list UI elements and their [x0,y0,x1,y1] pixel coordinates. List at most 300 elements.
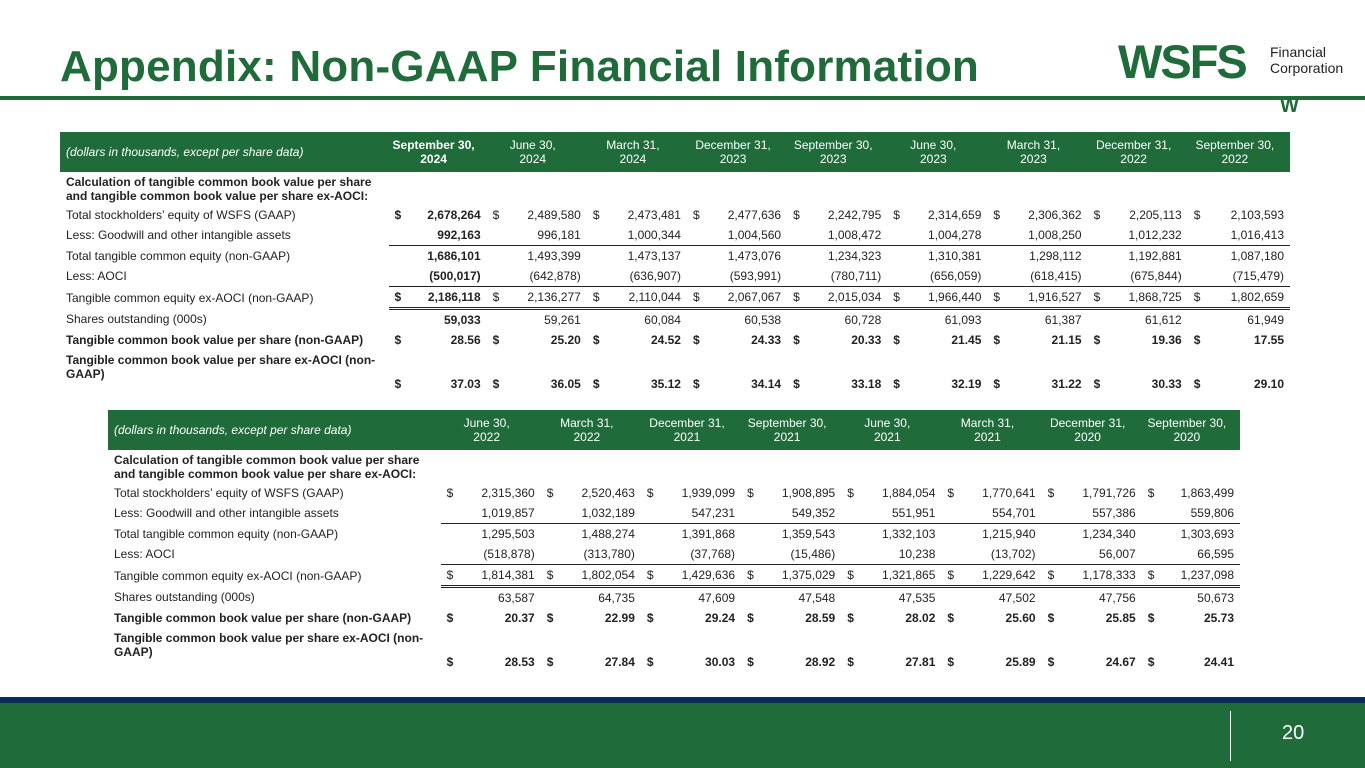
currency-symbol: $ [1047,655,1055,669]
currency-symbol [1042,503,1064,524]
currency-symbol [389,266,411,287]
table-cell: 30.03 [705,655,736,669]
column-header: June 30, 2023 [887,132,987,172]
currency-symbol [941,544,963,565]
currency-symbol [887,266,909,287]
currency-symbol [641,587,663,609]
table-cell: 27.84 [604,655,635,669]
table-cell: 992,163 [411,225,487,246]
table-cell: 1,686,101 [427,249,481,263]
table-row [60,330,1290,350]
logo-w: W [1280,95,1299,117]
currency-symbol [1042,587,1064,609]
currency-symbol: $ [1147,655,1155,669]
table-cell: (593,991) [709,266,787,287]
table-cell: 1,008,472 [809,225,887,246]
column-header: September 30, 2023 [787,132,887,172]
table-row [60,266,1290,287]
currency-symbol [1088,225,1110,246]
currency-symbol [541,524,563,545]
table-cell: 1,473,137 [627,249,681,263]
table-row [108,587,1240,609]
table-cell: 1,916,527 [1009,287,1087,309]
table-cell: 1,908,895 [781,486,836,500]
currency-symbol [389,309,411,331]
currency-symbol: $ [893,208,900,222]
currency-symbol [1088,309,1110,331]
column-header: June 30, 2021 [841,410,941,450]
row-label: Tangible common book value per share ex-AOCI (non- GAAP) [114,631,424,659]
column-header: September 30, 2020 [1142,410,1240,450]
table-cell: 2,315,360 [481,486,535,500]
currency-symbol: $ [546,486,554,500]
row-label: Tangible common book value per share (non-GAAP) [114,611,412,625]
currency-symbol: $ [646,611,654,625]
currency-symbol: $ [993,208,1001,222]
table-cell: 24.41 [1203,655,1234,669]
table-cell: 10,238 [863,544,941,565]
currency-symbol [587,266,609,287]
table-cell: 1,229,642 [963,565,1041,587]
currency-symbol: $ [793,377,800,391]
table-cell: (37,768) [663,544,741,565]
currency-symbol [741,524,763,545]
currency-symbol: $ [841,565,863,587]
table-cell: 25.73 [1203,611,1234,625]
currency-symbol [1042,544,1064,565]
table-cell: 1,863,499 [1180,486,1234,500]
currency-symbol: $ [1142,565,1164,587]
row-label: Less: Goodwill and other intangible assets [66,228,291,243]
currency-symbol: $ [1147,611,1155,625]
currency-symbol: $ [692,377,700,391]
table-cell: 34.14 [751,377,782,391]
currency-symbol: $ [787,287,809,309]
currency-symbol [389,225,411,246]
currency-symbol [1142,524,1164,545]
currency-symbol: $ [1193,208,1201,222]
table-cell: 29.10 [1253,377,1284,391]
table-row [108,524,1240,545]
table-row [108,544,1240,565]
table-cell: 996,181 [509,225,587,246]
table-cell: 2,678,264 [427,208,481,222]
table-cell: 1,000,344 [609,225,687,246]
table-cell: 29.24 [705,611,736,625]
table-cell: 1,310,381 [928,249,982,263]
table-row [108,483,1240,503]
table-cell: (313,780) [563,544,641,565]
table-cell: 25.85 [1105,611,1136,625]
table-cell: 547,231 [663,503,741,524]
table-cell: 1,298,112 [1029,249,1082,263]
table-cell: 19.36 [1151,333,1182,347]
wsfs-logo [1118,35,1344,118]
section-label-row [108,450,1240,483]
column-header: September 30, 2021 [741,410,841,450]
table-cell: 61,949 [1247,313,1284,327]
units-note: (dollars in thousands, except per share data) [60,132,389,172]
table-cell: 60,538 [744,313,782,327]
table-cell: 35.12 [650,377,681,391]
currency-symbol [487,225,509,246]
table-cell: 63,587 [498,591,535,605]
column-header: December 31, 2020 [1042,410,1142,450]
table-cell: 28.56 [450,333,481,347]
column-header: March 31, 2021 [941,410,1041,450]
currency-symbol: $ [487,287,509,309]
table-cell: 1,488,274 [581,527,635,541]
table-cell: (618,415) [1009,266,1087,287]
table-row [60,309,1290,331]
table-cell: 21.45 [951,333,982,347]
column-header: June 30, 2022 [441,410,541,450]
table-cell: 59,033 [443,313,481,327]
currency-symbol [987,246,1009,267]
table-cell: 1,234,323 [827,249,882,263]
currency-symbol: $ [947,655,955,669]
table-row [60,225,1290,246]
currency-symbol [987,266,1009,287]
table-cell: 549,352 [763,503,841,524]
units-note: (dollars in thousands, except per share data) [108,410,441,450]
table-cell: 1,004,560 [709,225,787,246]
row-label: Less: AOCI [114,547,175,562]
table-cell: 24.33 [751,333,782,347]
table-cell: 1,884,054 [882,486,936,500]
table-cell: 1,215,940 [982,527,1036,541]
table-cell: 1,087,180 [1230,249,1284,263]
table-cell: 2,067,067 [709,287,787,309]
table-cell: (715,479) [1210,266,1290,287]
currency-symbol [787,309,809,331]
currency-symbol: $ [893,333,900,347]
table-cell: 1,473,076 [727,249,782,263]
currency-symbol [1142,544,1164,565]
row-label: Shares outstanding (000s) [66,312,207,327]
table-cell: 2,473,481 [627,208,681,222]
table-cell: 554,701 [963,503,1041,524]
table-row [108,608,1240,628]
column-header: June 30, 2024 [487,132,587,172]
table-cell: 1,429,636 [663,565,741,587]
table-cell: 33.18 [851,377,882,391]
currency-symbol: $ [793,208,800,222]
currency-symbol: $ [747,611,754,625]
table-cell: 1,032,189 [563,503,641,524]
column-header: March 31, 2024 [587,132,687,172]
row-label: Tangible common equity ex-AOCI (non-GAAP) [114,568,362,583]
table-cell: 1,234,340 [1082,527,1136,541]
table-cell: 1,012,232 [1110,225,1188,246]
table-row [60,287,1290,309]
currency-symbol: $ [587,287,609,309]
table-cell: 31.22 [1051,377,1082,391]
currency-symbol [1142,587,1164,609]
currency-symbol [987,309,1009,331]
currency-symbol [1188,309,1210,331]
currency-symbol: $ [692,208,700,222]
table-cell: 24.52 [650,333,681,347]
currency-symbol: $ [893,377,900,391]
table-cell: 1,802,054 [563,565,641,587]
table-cell: 1,321,865 [863,565,941,587]
section-label: Calculation of tangible common book value per share and tangible common book value per share ex-AOCI: [66,174,372,203]
table-row [108,565,1240,587]
table-cell: 50,673 [1197,591,1234,605]
currency-symbol [1088,266,1110,287]
currency-symbol [487,309,509,331]
row-label: Shares outstanding (000s) [114,590,255,605]
currency-symbol [541,544,563,565]
currency-symbol [987,225,1009,246]
currency-symbol [1188,266,1210,287]
currency-symbol [841,503,863,524]
currency-symbol: $ [546,611,554,625]
table-cell: 1,237,098 [1164,565,1240,587]
table-cell: 1,939,099 [681,486,736,500]
currency-symbol: $ [592,333,600,347]
currency-symbol: $ [389,287,411,309]
table-cell: 47,756 [1099,591,1136,605]
currency-symbol [887,309,909,331]
currency-symbol: $ [1193,333,1201,347]
table-cell: 60,728 [844,313,882,327]
currency-symbol [1042,524,1064,545]
currency-symbol: $ [1088,287,1110,309]
currency-symbol [587,225,609,246]
table-cell: 2,103,593 [1230,208,1284,222]
currency-symbol: $ [747,655,754,669]
currency-symbol: $ [741,565,763,587]
table-cell: 60,084 [644,313,681,327]
currency-symbol: $ [492,208,500,222]
currency-symbol: $ [646,655,654,669]
table-cell: 1,770,641 [982,486,1036,500]
row-label: Tangible common equity ex-AOCI (non-GAAP) [66,290,314,305]
currency-symbol: $ [947,486,955,500]
currency-symbol: $ [987,287,1009,309]
currency-symbol: $ [646,486,654,500]
currency-symbol [687,309,709,331]
currency-symbol: $ [1093,377,1101,391]
table-cell: 559,806 [1164,503,1240,524]
table-cell: 1,019,857 [463,503,541,524]
logo-mark: WSFS [1118,35,1246,88]
currency-symbol: $ [394,333,402,347]
row-label: Less: AOCI [66,269,127,284]
currency-symbol [941,503,963,524]
table-cell: 28.59 [805,611,836,625]
table-cell: 2,314,659 [928,208,982,222]
currency-symbol [1188,225,1210,246]
table-cell: 1,295,503 [481,527,535,541]
table-cell: 30.33 [1151,377,1182,391]
table-row [60,205,1290,225]
currency-symbol: $ [947,611,955,625]
table-cell: 1,359,543 [781,527,836,541]
table-cell: 61,612 [1145,313,1182,327]
table-cell: 2,186,118 [411,287,487,309]
table-cell: 21.15 [1051,333,1082,347]
currency-symbol: $ [446,486,454,500]
currency-symbol: $ [1047,611,1055,625]
currency-symbol [887,246,909,267]
currency-symbol [441,587,463,609]
table-cell: 2,015,034 [809,287,887,309]
table-cell: 37.03 [450,377,481,391]
table-cell: 47,502 [998,591,1036,605]
table-cell: 2,477,636 [727,208,782,222]
table-cell: 27.81 [905,655,936,669]
currency-symbol: $ [1047,486,1055,500]
section-label: Calculation of tangible common book value per share and tangible common book value per share ex-AOCI: [114,452,420,481]
currency-symbol [941,587,963,609]
page-title: Appendix: Non-GAAP Financial Information [60,42,979,91]
table-cell: 551,951 [863,503,941,524]
table-cell: 24.67 [1105,655,1136,669]
table-cell: 1,332,103 [882,527,936,541]
currency-symbol: $ [492,333,500,347]
table-cell: 557,386 [1064,503,1142,524]
currency-symbol: $ [592,377,600,391]
table-cell: 1,303,693 [1180,527,1234,541]
section-label-row [60,172,1290,205]
currency-symbol: $ [687,287,709,309]
currency-symbol [841,524,863,545]
table-cell: 61,387 [1044,313,1082,327]
table-cell: 1,814,381 [463,565,541,587]
row-label: Tangible common book value per share (non-GAAP) [66,333,364,347]
currency-symbol [887,225,909,246]
table-row [108,503,1240,524]
row-label: Tangible common book value per share ex-AOCI (non- GAAP) [66,353,376,381]
currency-symbol: $ [394,377,402,391]
currency-symbol: $ [793,333,800,347]
table-cell: (13,702) [963,544,1041,565]
table-cell: 20.33 [851,333,882,347]
table-cell: 32.19 [951,377,982,391]
currency-symbol: $ [747,486,754,500]
currency-symbol: $ [993,333,1001,347]
currency-symbol [841,587,863,609]
currency-symbol [687,225,709,246]
currency-symbol [541,503,563,524]
currency-symbol [441,503,463,524]
currency-symbol [441,524,463,545]
table-header [60,132,1290,172]
table-cell: (675,844) [1110,266,1188,287]
table-cell: 1,375,029 [763,565,841,587]
currency-symbol: $ [492,377,500,391]
currency-symbol [1088,246,1110,267]
table-cell: 1,868,725 [1110,287,1188,309]
currency-symbol [787,246,809,267]
currency-symbol [741,587,763,609]
currency-symbol [487,266,509,287]
table-cell: 1,493,399 [527,249,581,263]
currency-symbol: $ [446,655,454,669]
currency-symbol: $ [641,565,663,587]
table-cell: 1,016,413 [1210,225,1290,246]
table-cell: 36.05 [550,377,581,391]
currency-symbol [841,544,863,565]
column-header: December 31, 2022 [1088,132,1188,172]
table-cell: 1,791,726 [1082,486,1136,500]
currency-symbol: $ [1093,333,1101,347]
table-cell: (636,907) [609,266,687,287]
tangible-book-value-table-2020-2022 [108,410,1240,673]
currency-symbol: $ [1193,377,1201,391]
table-cell: 20.37 [504,611,535,625]
page-number: 20 [1282,722,1305,744]
column-header: March 31, 2022 [541,410,641,450]
table-cell: 64,735 [598,591,635,605]
table-cell: 2,205,113 [1129,208,1182,222]
currency-symbol: $ [546,655,554,669]
table-cell: 2,242,795 [827,208,882,222]
currency-symbol [787,266,809,287]
currency-symbol: $ [1093,208,1101,222]
currency-symbol [1188,246,1210,267]
table-cell: (500,017) [411,266,487,287]
currency-symbol [741,503,763,524]
currency-symbol: $ [847,655,854,669]
column-header: September 30, 2022 [1188,132,1290,172]
table-cell: (780,711) [809,266,887,287]
column-header: December 31, 2023 [687,132,787,172]
table-cell: 1,008,250 [1009,225,1087,246]
table-cell: (15,486) [763,544,841,565]
currency-symbol: $ [446,611,454,625]
currency-symbol: $ [887,287,909,309]
currency-symbol [541,587,563,609]
table-cell: 1,966,440 [909,287,987,309]
logo-text: Financial Corporation [1270,44,1344,76]
currency-symbol: $ [941,565,963,587]
table-cell: 47,548 [798,591,836,605]
currency-symbol [641,524,663,545]
table-header [108,410,1240,450]
table-row [60,350,1290,395]
table-cell: 25.60 [1005,611,1036,625]
table-cell: 25.89 [1005,655,1036,669]
table-cell: 66,595 [1164,544,1240,565]
table-cell: (656,059) [909,266,987,287]
table-cell: 28.53 [504,655,535,669]
column-header: September 30, 2024 [389,132,487,172]
currency-symbol: $ [1147,486,1155,500]
tangible-book-value-table-2022-2024 [60,132,1290,395]
column-header: March 31, 2023 [987,132,1087,172]
table-cell: 25.20 [550,333,581,347]
currency-symbol [587,309,609,331]
table-cell: 1,178,333 [1064,565,1142,587]
table-row [108,628,1240,673]
row-label: Total tangible common equity (non-GAAP) [66,248,291,263]
table-cell: (518,878) [463,544,541,565]
row-label: Total stockholders’ equity of WSFS (GAAP) [114,486,344,500]
currency-symbol [587,246,609,267]
row-label: Total tangible common equity (non-GAAP) [114,526,339,541]
row-label: Less: Goodwill and other intangible assets [114,506,339,521]
currency-symbol [1142,503,1164,524]
currency-symbol [687,266,709,287]
table-cell: 17.55 [1253,333,1284,347]
table-cell: 47,609 [698,591,736,605]
currency-symbol: $ [1188,287,1210,309]
currency-symbol [641,544,663,565]
